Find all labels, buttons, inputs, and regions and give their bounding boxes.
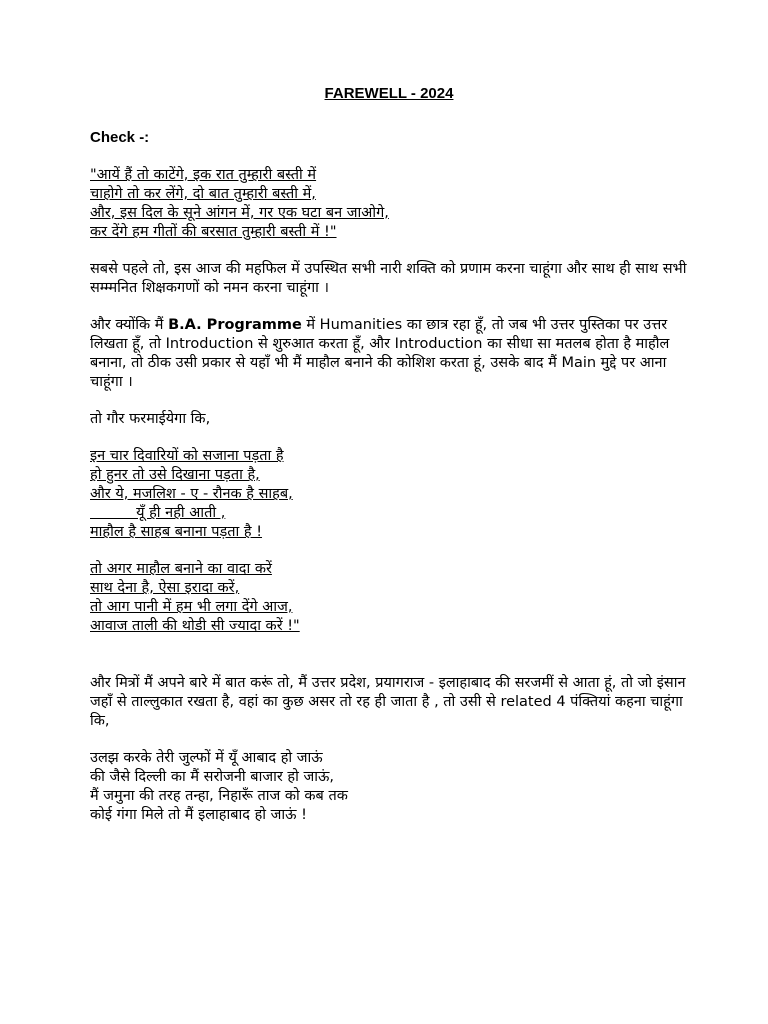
verse-line: कर देंगे हम गीतों की बरसात तुम्हारी बस्ती में !" [90,224,337,240]
verse-line: चाहोगे तो कर लेंगे, दो बात तुम्हारी बस्ती में, [90,186,316,202]
verse-line: मैं जमुना की तरह तन्हा, निहारूँ ताज को कब तक [90,788,348,804]
verse-line: माहौल है साहब बनाना पड़ता है ! [90,524,263,540]
opening-verse [90,166,688,242]
check-label: Check -: [90,129,150,146]
intro-bold-programme: B.A. Programme [168,317,302,333]
intro-text-start: और क्योंकि मैं [90,317,169,333]
gaur-line: तो गौर फरमाईयेगा कि, [90,411,211,427]
verse-line: "आयें हैं तो काटेंगे, इक रात तुम्हारी बस्ती में [90,167,317,183]
intro-paragraph [90,316,688,392]
verse-line: हो हुनर तो उसे दिखाना पड़ता है, [90,467,260,483]
verse-line: की जैसे दिल्ली का मैं सरोजनी बाजार हो जाऊं, [90,769,334,785]
verse-line: आवाज ताली की थोडी सी ज्यादा करें !" [90,618,300,634]
third-verse [90,560,688,636]
mitron-paragraph: और मित्रों मैं अपने बारे में बात करूं तो, मैं उत्तर प्रदेश, प्रयागराज - इलाहाबाद की सरजमीं से आता हूं, तो जो इंसान जहाँ से ताल्लुकात रखता है, वहां का कुछ असर तो रह ही जाता है , तो उसी से related 4 पंक्तियां कहना चाहूंगा कि, [90,675,686,729]
verse-line: तो आग पानी में हम भी लगा देंगे आज, [90,599,293,615]
greeting-paragraph: सबसे पहले तो, इस आज की महफिल में उपस्थित सभी नारी शक्ति को प्रणाम करना चाहूंगा और साथ ही साथ सभी सम्म्मनित शिक्षकगणों को नमन करना चाहूंगा । [90,261,687,296]
verse-line: और, इस दिल के सूने आंगन में, गर एक घटा बन जाओगे, [90,205,389,221]
verse-line: साथ देना है, ऐसा इरादा करें, [90,580,240,596]
verse-line: यूँ ही नही आती , [90,505,226,521]
verse-line: उलझ करके तेरी जुल्फों में यूँ आबाद हो जाऊं [90,750,323,766]
intro-text-rest: में Humanities का छात्र रहा हूँ, तो जब भी उत्तर पुस्तिका पर उत्तर लिखता हूँ, तो Introduction से शुरुआत करता हूँ, और Introduction का सीधा सा मतलब होता है माहौल बनाना, तो ठीक उसी प्रकार से यहाँ भी मैं माहौल बनाने की कोशिश करता हूं, उसके बाद मैं Main मुद्दे पर आना चाहूंगा । [90,317,670,390]
document-title: FAREWELL - 2024 [324,85,454,102]
verse-line: तो अगर माहौल बनाने का वादा करें [90,561,272,577]
verse-line: कोई गंगा मिले तो मैं इलाहाबाद हो जाऊं ! [90,807,307,823]
spacer [90,654,688,674]
verse-line: और ये, मजलिश - ए - रौनक है साहब, [90,486,293,502]
verse-line: इन चार दिवारियों को सजाना पड़ता है [90,448,284,464]
second-verse [90,447,688,542]
final-verse [90,749,688,825]
